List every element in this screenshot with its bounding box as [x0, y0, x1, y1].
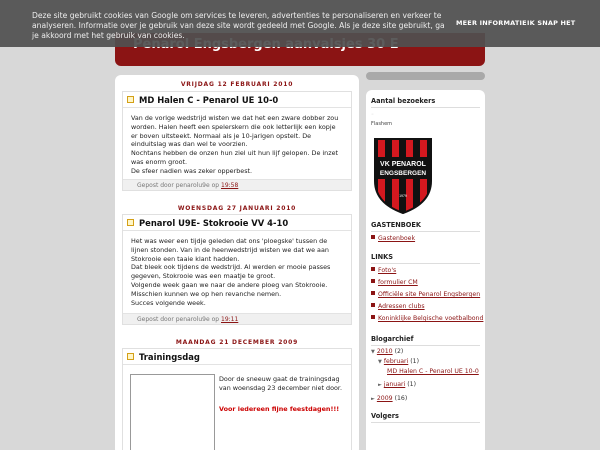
link-text[interactable]: formulier CM — [378, 279, 418, 286]
bullet-icon — [371, 267, 375, 271]
post-paragraph: Succes volgende week. — [131, 298, 206, 307]
logo-year: 1979 — [399, 194, 407, 198]
archive-month-feb[interactable] — [378, 358, 419, 365]
triangle-right-icon[interactable]: ► — [378, 382, 382, 388]
post-time-link[interactable]: 19:58 — [221, 182, 239, 189]
bullet-icon — [371, 315, 375, 319]
bullet-icon — [371, 303, 375, 307]
post-title[interactable]: Penarol U9E- Stokrooie VV 4-10 — [139, 218, 289, 228]
guestbook-link-text[interactable]: Gastenboek — [378, 235, 416, 242]
link-item[interactable] — [371, 267, 396, 274]
divider — [371, 422, 480, 423]
post-date: WOENSDAG 27 JANUARI 2010 — [177, 205, 297, 212]
archive-count: (1) — [410, 358, 420, 365]
link-item[interactable] — [371, 279, 418, 286]
link-text[interactable]: Koninklijke Belgische voetbalbond — [378, 315, 484, 322]
post-title[interactable]: MD Halen C - Penarol UE 10-0 — [139, 95, 279, 105]
post-author: Gepost door penarolu9e op — [137, 316, 221, 323]
post-paragraph: Het was weer een tijdje geleden dat ons 'ploegske' tussen de lijnen stonden. Van in de heenwedstrijd wisten we dat we aan Stokrooie een taaie klant hadden. — [131, 237, 329, 263]
post-title[interactable]: Trainingsdag — [139, 352, 200, 362]
blog-post — [122, 91, 352, 191]
logo-text-top: VK PENAROL — [380, 161, 426, 168]
post-body — [123, 231, 351, 311]
logo-text-bottom: ENGSBERGEN — [379, 170, 427, 177]
club-logo — [370, 135, 436, 215]
cookie-bar — [0, 0, 600, 47]
post-image[interactable] — [130, 374, 215, 450]
followers-heading: Volgers — [371, 412, 399, 420]
archive-year-2009[interactable] — [371, 395, 407, 402]
archive-month-link[interactable]: januari — [383, 381, 406, 388]
post-title-bar — [123, 92, 351, 108]
divider — [371, 263, 480, 264]
post-paragraph: Door de sneeuw gaat de trainingsdag van woensdag 23 december niet door. — [219, 375, 343, 392]
post-paragraph: Dat bleek ook tijdens de wedstrijd. Al werden er mooie passes gegeven, Stokrooie was een maatje te groot. — [131, 263, 331, 281]
link-text[interactable]: Officiële site Penarol Engsbergen — [378, 291, 481, 298]
triangle-down-icon[interactable]: ▼ — [378, 359, 382, 365]
link-item[interactable] — [371, 291, 480, 298]
bullet-icon — [127, 96, 134, 103]
archive-count: (2) — [394, 348, 404, 355]
blog-post — [122, 348, 352, 450]
archive-month-jan[interactable] — [378, 381, 416, 388]
post-footer — [123, 179, 351, 190]
visitors-heading: Aantal bezoekers — [371, 97, 436, 105]
archive-post-link[interactable]: MD Halen C - Penarol UE 10-0 — [387, 368, 479, 375]
cookie-text: Deze site gebruikt cookies van Google om services te leveren, advertenties te personaliseren en verkeer te analyseren. Informatie over je gebruik van deze site wordt gedeeld met Google. Als je deze site gebruikt, ga je akkoord met het gebruik van cookies. — [32, 11, 445, 40]
post-paragraph: Van de vorige wedstrijd wisten we dat het een zware dobber zou worden. Halen heeft een spelerskern die ook letterlijk een kopje er boven uitsteekt. Normaal als je 10-jarigen opstelt. De einduitslag was dan wel te voorzien. — [131, 114, 339, 149]
link-text[interactable]: Adressen clubs — [378, 303, 425, 310]
blog-post — [122, 214, 352, 325]
link-item[interactable] — [371, 315, 483, 322]
guestbook-link[interactable] — [371, 235, 415, 242]
post-paragraph: Misschien kunnen we op hen revanche nemen. — [131, 289, 282, 298]
main-column — [115, 75, 359, 450]
post-paragraph: Volgende week gaan we naar de andere ploeg van Stokrooie. — [131, 280, 328, 289]
sidebar-top-bar — [366, 72, 485, 80]
post-footer — [123, 313, 351, 324]
bullet-icon — [371, 291, 375, 295]
archive-count: (16) — [394, 395, 408, 402]
accept-cookies-button[interactable]: IK SNAP HET — [527, 19, 576, 27]
post-highlight: Voor iedereen fijne feestdagen!!! — [219, 405, 340, 413]
link-item[interactable] — [371, 303, 425, 310]
post-title-bar — [123, 349, 351, 365]
links-heading: LINKS — [371, 253, 394, 261]
bullet-icon — [371, 279, 375, 283]
triangle-right-icon[interactable]: ► — [371, 396, 375, 402]
counter-label[interactable]: Flashem — [371, 121, 393, 127]
post-date: MAANDAG 21 DECEMBER 2009 — [175, 339, 299, 346]
more-info-button[interactable]: MEER INFORMATIE — [456, 19, 527, 27]
post-paragraph: Nochtans hebben de onzen hun ziel uit hun lijf gelopen. De inzet was enorm groot. — [131, 149, 339, 166]
triangle-down-icon[interactable]: ▼ — [371, 349, 375, 355]
divider — [371, 107, 480, 108]
post-paragraph: De sfeer nadien was zeker opperbest. — [131, 166, 253, 175]
post-date: VRIJDAG 12 FEBRUARI 2010 — [180, 81, 294, 88]
post-body — [123, 108, 351, 180]
post-author: Gepost door penarolu9e op — [137, 182, 221, 189]
counter-icon: ◦ — [371, 112, 374, 118]
bullet-icon — [127, 219, 134, 226]
post-title-bar — [123, 215, 351, 231]
archive-year-2010[interactable] — [371, 348, 403, 355]
archive-year-link[interactable]: 2010 — [376, 348, 393, 355]
bullet-icon — [371, 235, 375, 239]
divider — [371, 231, 480, 232]
guestbook-heading: GASTENBOEK — [371, 221, 422, 229]
archive-count: (1) — [407, 381, 417, 388]
sidebar — [366, 90, 485, 450]
bullet-icon — [127, 353, 134, 360]
archive-year-link[interactable]: 2009 — [376, 395, 393, 402]
divider — [371, 345, 480, 346]
archive-post[interactable] — [387, 368, 479, 375]
link-text[interactable]: Foto's — [378, 267, 397, 274]
post-time-link[interactable]: 19:11 — [221, 316, 239, 323]
archive-month-link[interactable]: februari — [383, 358, 409, 365]
archive-heading: Blogarchief — [371, 335, 414, 343]
